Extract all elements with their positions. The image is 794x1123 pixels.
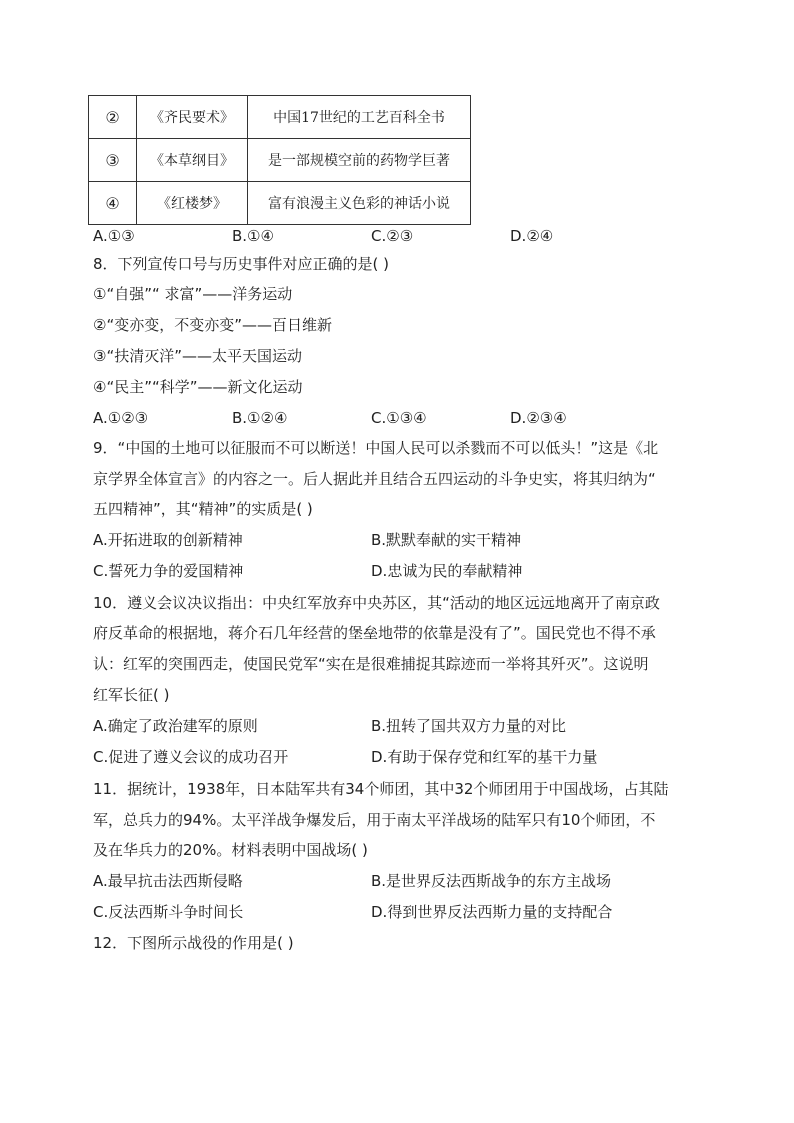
q9-line-1: 9．“中国的土地可以征服而不可以断送！中国人民可以杀戮而不可以低头！”这是《北 xyxy=(93,439,659,457)
q11-option-c: C.反法西斯斗争时间长 xyxy=(93,903,244,921)
book-description: 是一部规模空前的药物学巨著 xyxy=(248,139,471,182)
table-row xyxy=(89,182,471,225)
q8-item-3: ③“扶清灭洋”——太平天国运动 xyxy=(93,347,302,365)
q12-stem: 12．下图所示战役的作用是( ) xyxy=(93,934,294,952)
book-description: 富有浪漫主义色彩的神话小说 xyxy=(248,182,471,225)
q9-option-b: B.默默奉献的实干精神 xyxy=(371,531,522,549)
q9-line-3: 五四精神”，其“精神”的实质是( ) xyxy=(93,500,313,518)
q11-option-a: A.最早抗击法西斯侵略 xyxy=(93,872,243,890)
q8-option-a: A.①②③ xyxy=(93,409,149,427)
q11-line-2: 军，总兵力的94%。太平洋战争爆发后，用于南太平洋战场的陆军只有10个师团，不 xyxy=(93,811,656,829)
q7-option-a: A.①③ xyxy=(93,227,135,245)
q10-option-b: B.扭转了国共双方力量的对比 xyxy=(371,717,567,735)
q8-option-b: B.①②④ xyxy=(232,409,288,427)
q10-option-a: A.确定了政治建军的原则 xyxy=(93,717,258,735)
q7-option-d: D.②④ xyxy=(510,227,554,245)
row-number: ③ xyxy=(89,139,137,182)
q8-item-2: ②“变亦变，不变亦变”——百日维新 xyxy=(93,316,332,334)
books-table xyxy=(88,95,471,225)
row-number: ④ xyxy=(89,182,137,225)
q8-option-d: D.②③④ xyxy=(510,409,567,427)
book-title: 《本草纲目》 xyxy=(137,139,248,182)
book-title: 《齐民要术》 xyxy=(137,96,248,139)
row-number: ② xyxy=(89,96,137,139)
q10-option-c: C.促进了遵义会议的成功召开 xyxy=(93,748,289,766)
q11-line-3: 及在华兵力的20%。材料表明中国战场( ) xyxy=(93,841,368,859)
q11-line-1: 11．据统计，1938年，日本陆军共有34个师团，其中32个师团用于中国战场，占其陆 xyxy=(93,780,669,798)
q9-option-c: C.誓死力争的爱国精神 xyxy=(93,562,244,580)
q11-option-b: B.是世界反法西斯战争的东方主战场 xyxy=(371,872,612,890)
q10-line-4: 红军长征( ) xyxy=(93,686,170,704)
q10-line-1: 10．遵义会议决议指出：中央红军放弃中央苏区，其“活动的地区远远地离开了南京政 xyxy=(93,594,660,612)
book-title: 《红楼梦》 xyxy=(137,182,248,225)
book-description: 中国17世纪的工艺百科全书 xyxy=(248,96,471,139)
q9-option-a: A.开拓进取的创新精神 xyxy=(93,531,243,549)
q8-item-1: ①“自强”“ 求富”——洋务运动 xyxy=(93,285,293,303)
table-row xyxy=(89,96,471,139)
q9-option-d: D.忠诚为民的奉献精神 xyxy=(371,562,523,580)
table-row xyxy=(89,139,471,182)
q7-option-b: B.①④ xyxy=(232,227,274,245)
q10-line-3: 认：红军的突围西走，使国民党军“实在是很难捕捉其踪迹而一举将其歼灭”。这说明 xyxy=(93,655,649,673)
q11-option-d: D.得到世界反法西斯力量的支持配合 xyxy=(371,903,613,921)
q10-option-d: D.有助于保存党和红军的基干力量 xyxy=(371,748,598,766)
q7-option-c: C.②③ xyxy=(371,227,414,245)
q10-line-2: 府反革命的根据地，蒋介石几年经营的堡垒地带的依靠是没有了”。国民党也不得不承 xyxy=(93,624,656,642)
q8-option-c: C.①③④ xyxy=(371,409,427,427)
q8-stem: 8．下列宣传口号与历史事件对应正确的是( ) xyxy=(93,255,390,273)
q8-item-4: ④“民主”“科学”——新文化运动 xyxy=(93,378,303,396)
q9-line-2: 京学界全体宣言》的内容之一。后人据此并且结合五四运动的斗争史实，将其归纳为“ xyxy=(93,470,656,488)
